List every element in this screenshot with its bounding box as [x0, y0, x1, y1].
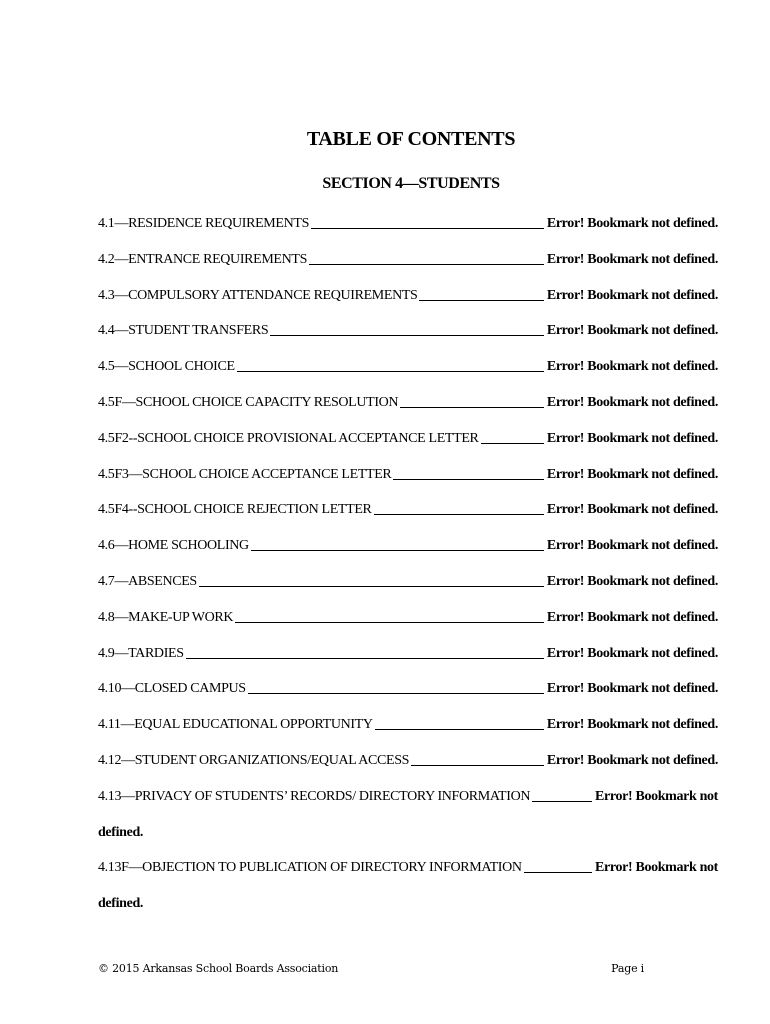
toc-leader	[524, 858, 592, 873]
toc-entry[interactable]	[98, 608, 718, 644]
toc-entry-label: 4.5—SCHOOL CHOICE	[98, 359, 235, 375]
toc-entry-ref: Error! Bookmark not defined.	[546, 502, 718, 518]
toc-leader	[532, 787, 592, 802]
toc-entry-label: 4.7—ABSENCES	[98, 573, 197, 589]
toc-entry-ref: Error! Bookmark not defined.	[546, 251, 718, 267]
toc-entry[interactable]	[98, 286, 718, 322]
toc-leader	[235, 608, 544, 623]
toc-entry-label: 4.9—TARDIES	[98, 645, 184, 661]
toc-leader	[251, 536, 544, 551]
toc-entry-ref: Error! Bookmark not defined.	[546, 430, 718, 446]
toc-entry-ref: Error! Bookmark not defined.	[546, 609, 718, 625]
section-title: SECTION 4—STUDENTS	[322, 175, 500, 192]
toc-entry[interactable]	[98, 715, 718, 751]
toc-entry-label: 4.11—EQUAL EDUCATIONAL OPPORTUNITY	[98, 717, 373, 733]
toc-entry[interactable]	[98, 751, 718, 787]
toc-leader	[309, 250, 544, 265]
toc-entry[interactable]	[98, 572, 718, 608]
toc-entry-ref: Error! Bookmark not defined.	[546, 394, 718, 410]
toc-leader	[419, 286, 543, 301]
toc-list	[98, 214, 718, 930]
toc-entry-label: 4.2—ENTRANCE REQUIREMENTS	[98, 251, 308, 267]
toc-entry-label: 4.5F4--SCHOOL CHOICE REJECTION LETTER	[98, 502, 372, 518]
toc-leader	[411, 751, 544, 766]
toc-entry[interactable]	[98, 644, 718, 680]
toc-entry-ref: Error! Bookmark not	[595, 860, 718, 876]
toc-entry-label: 4.5F—SCHOOL CHOICE CAPACITY RESOLUTION	[98, 394, 399, 410]
toc-entry-label: 4.6—HOME SCHOOLING	[98, 538, 249, 554]
toc-entry-ref: Error! Bookmark not	[595, 788, 718, 804]
toc-entry-ref-continued: defined.	[98, 896, 144, 912]
toc-entry-ref: Error! Bookmark not defined.	[546, 359, 718, 375]
toc-entry-ref: Error! Bookmark not defined.	[546, 538, 718, 554]
toc-entry-label: 4.13—PRIVACY OF STUDENTS’ RECORDS/ DIRECTORY INFORMATION	[98, 788, 531, 804]
toc-entry-label: 4.5F2--SCHOOL CHOICE PROVISIONAL ACCEPTANCE LETTER	[98, 430, 479, 446]
toc-entry-label: 4.8—MAKE-UP WORK	[98, 609, 234, 625]
toc-entry[interactable]	[98, 357, 718, 393]
page-title: TABLE OF CONTENTS	[306, 128, 516, 150]
toc-leader	[374, 500, 544, 515]
toc-entry-label: 4.12—STUDENT ORGANIZATIONS/EQUAL ACCESS	[98, 752, 410, 768]
toc-leader	[248, 679, 544, 694]
toc-entry[interactable]	[98, 679, 718, 715]
toc-entry[interactable]	[98, 214, 718, 250]
toc-leader	[311, 214, 544, 229]
toc-leader	[375, 715, 544, 730]
toc-leader	[237, 357, 544, 372]
toc-entry[interactable]	[98, 321, 718, 357]
toc-entry[interactable]	[98, 465, 718, 501]
toc-entry-label: 4.13F—OBJECTION TO PUBLICATION OF DIRECTORY INFORMATION	[98, 860, 522, 876]
toc-leader	[270, 321, 544, 336]
toc-entry-ref-continued: defined.	[98, 824, 144, 840]
toc-leader	[186, 644, 544, 659]
toc-entry[interactable]	[98, 250, 718, 286]
toc-entry[interactable]	[98, 500, 718, 536]
toc-entry-label: 4.5F3—SCHOOL CHOICE ACCEPTANCE LETTER	[98, 466, 392, 482]
toc-entry-ref: Error! Bookmark not defined.	[546, 752, 718, 768]
toc-entry-ref: Error! Bookmark not defined.	[546, 323, 718, 339]
toc-leader	[400, 393, 544, 408]
toc-entry-ref: Error! Bookmark not defined.	[546, 717, 718, 733]
toc-entry[interactable]	[98, 429, 718, 465]
toc-entry-ref: Error! Bookmark not defined.	[546, 645, 718, 661]
toc-entry-ref: Error! Bookmark not defined.	[546, 466, 718, 482]
page-footer	[98, 962, 644, 975]
toc-entry-ref: Error! Bookmark not defined.	[546, 681, 718, 697]
toc-entry[interactable]	[98, 393, 718, 429]
toc-entry[interactable]	[98, 536, 718, 572]
toc-leader	[199, 572, 544, 587]
toc-leader	[393, 465, 543, 480]
toc-entry-label: 4.1—RESIDENCE REQUIREMENTS	[98, 216, 310, 231]
toc-entry-label: 4.10—CLOSED CAMPUS	[98, 681, 246, 697]
toc-entry[interactable]	[98, 858, 718, 930]
toc-entry[interactable]	[98, 787, 718, 859]
toc-entry-ref: Error! Bookmark not defined.	[546, 287, 718, 303]
toc-leader	[481, 429, 544, 444]
toc-entry-label: 4.4—STUDENT TRANSFERS	[98, 323, 269, 339]
footer-copyright: © 2015 Arkansas School Boards Association	[98, 962, 339, 975]
toc-entry-ref: Error! Bookmark not defined.	[546, 216, 718, 231]
toc-entry-ref: Error! Bookmark not defined.	[546, 573, 718, 589]
footer-page-number: Page i	[611, 962, 644, 975]
toc-entry-label: 4.3—COMPULSORY ATTENDANCE REQUIREMENTS	[98, 287, 418, 303]
